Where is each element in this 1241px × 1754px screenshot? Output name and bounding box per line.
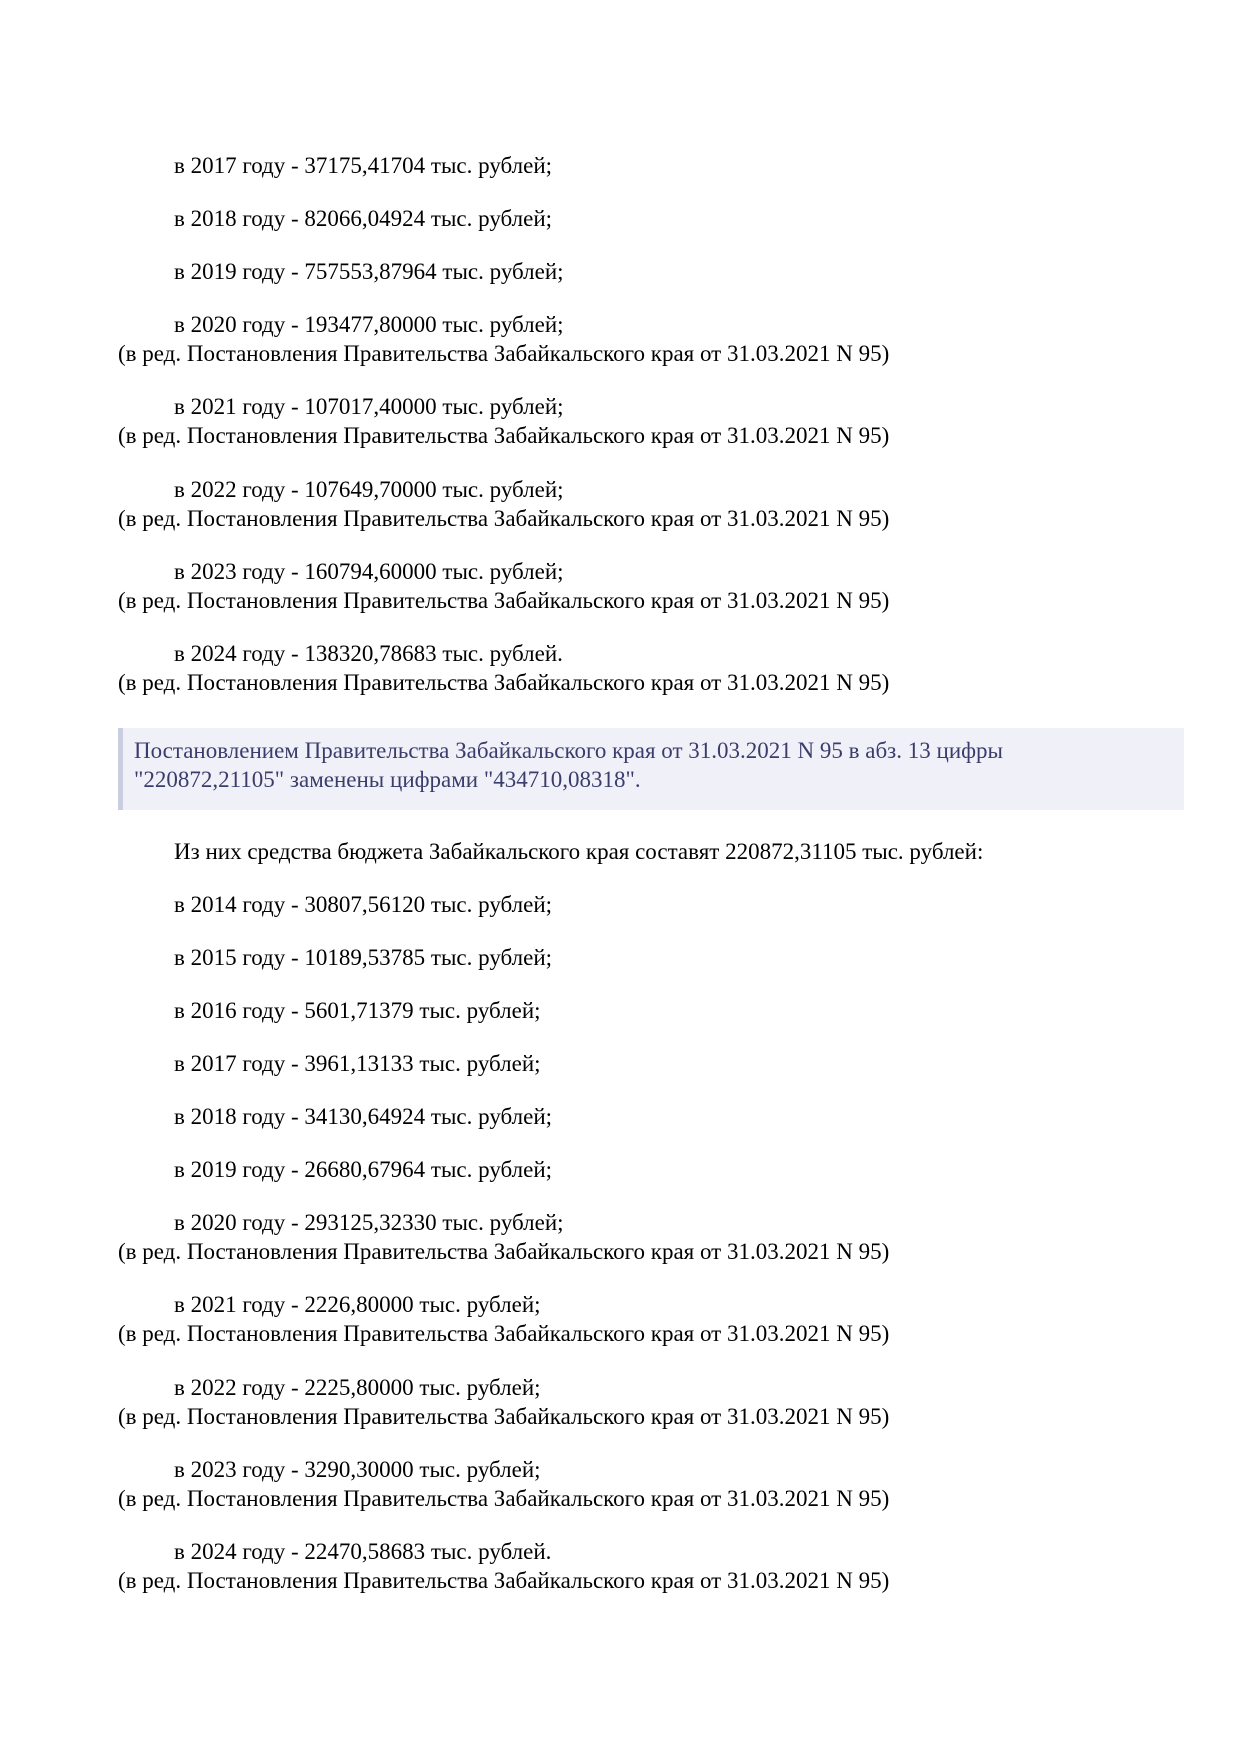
budget-year-line: в 2018 году - 82066,04924 тыс. рублей;: [174, 206, 553, 231]
budget-year-line: в 2014 году - 30807,56120 тыс. рублей;: [174, 892, 553, 917]
budget-year-line: в 2016 году - 5601,71379 тыс. рублей;: [174, 998, 541, 1023]
amendment-reference: (в ред. Постановления Правительства Забайкальского края от 31.03.2021 N 95): [118, 1404, 890, 1429]
budget-year-line: в 2019 году - 757553,87964 тыс. рублей;: [174, 259, 564, 284]
amendment-reference: (в ред. Постановления Правительства Забайкальского края от 31.03.2021 N 95): [118, 341, 890, 366]
budget-year-line: в 2022 году - 2225,80000 тыс. рублей;: [174, 1375, 541, 1400]
budget-year-line: в 2017 году - 37175,41704 тыс. рублей;: [174, 153, 553, 178]
amendment-reference: (в ред. Постановления Правительства Забайкальского края от 31.03.2021 N 95): [118, 1321, 890, 1346]
budget-year-line: в 2024 году - 22470,58683 тыс. рублей.: [174, 1539, 552, 1564]
budget-year-line: в 2021 году - 107017,40000 тыс. рублей;: [174, 394, 564, 419]
budget-year-line: в 2015 году - 10189,53785 тыс. рублей;: [174, 945, 553, 970]
budget-year-line: в 2017 году - 3961,13133 тыс. рублей;: [174, 1051, 541, 1076]
amendment-reference: (в ред. Постановления Правительства Забайкальского края от 31.03.2021 N 95): [118, 1239, 890, 1264]
amendment-reference: (в ред. Постановления Правительства Забайкальского края от 31.03.2021 N 95): [118, 670, 890, 695]
budget-year-line: в 2019 году - 26680,67964 тыс. рублей;: [174, 1157, 553, 1182]
budget-year-line: в 2020 году - 293125,32330 тыс. рублей;: [174, 1210, 564, 1235]
amendment-reference: (в ред. Постановления Правительства Забайкальского края от 31.03.2021 N 95): [118, 506, 890, 531]
editorial-note-text: "220872,21105" заменены цифрами "434710,08318".: [134, 767, 641, 792]
amendment-reference: (в ред. Постановления Правительства Забайкальского края от 31.03.2021 N 95): [118, 1486, 890, 1511]
editorial-note-text: Постановлением Правительства Забайкальского края от 31.03.2021 N 95 в абз. 13 цифры: [134, 738, 1003, 763]
budget-year-line: в 2020 году - 193477,80000 тыс. рублей;: [174, 312, 564, 337]
budget-year-line: в 2022 году - 107649,70000 тыс. рублей;: [174, 477, 564, 502]
amendment-reference: (в ред. Постановления Правительства Забайкальского края от 31.03.2021 N 95): [118, 423, 890, 448]
regional-budget-intro: Из них средства бюджета Забайкальского края составят 220872,31105 тыс. рублей:: [174, 839, 984, 864]
amendment-reference: (в ред. Постановления Правительства Забайкальского края от 31.03.2021 N 95): [118, 1568, 890, 1593]
budget-year-line: в 2024 году - 138320,78683 тыс. рублей.: [174, 641, 563, 666]
budget-year-line: в 2021 году - 2226,80000 тыс. рублей;: [174, 1292, 541, 1317]
budget-year-line: в 2023 году - 160794,60000 тыс. рублей;: [174, 559, 564, 584]
budget-year-line: в 2023 году - 3290,30000 тыс. рублей;: [174, 1457, 541, 1482]
budget-year-line: в 2018 году - 34130,64924 тыс. рублей;: [174, 1104, 553, 1129]
amendment-reference: (в ред. Постановления Правительства Забайкальского края от 31.03.2021 N 95): [118, 588, 890, 613]
